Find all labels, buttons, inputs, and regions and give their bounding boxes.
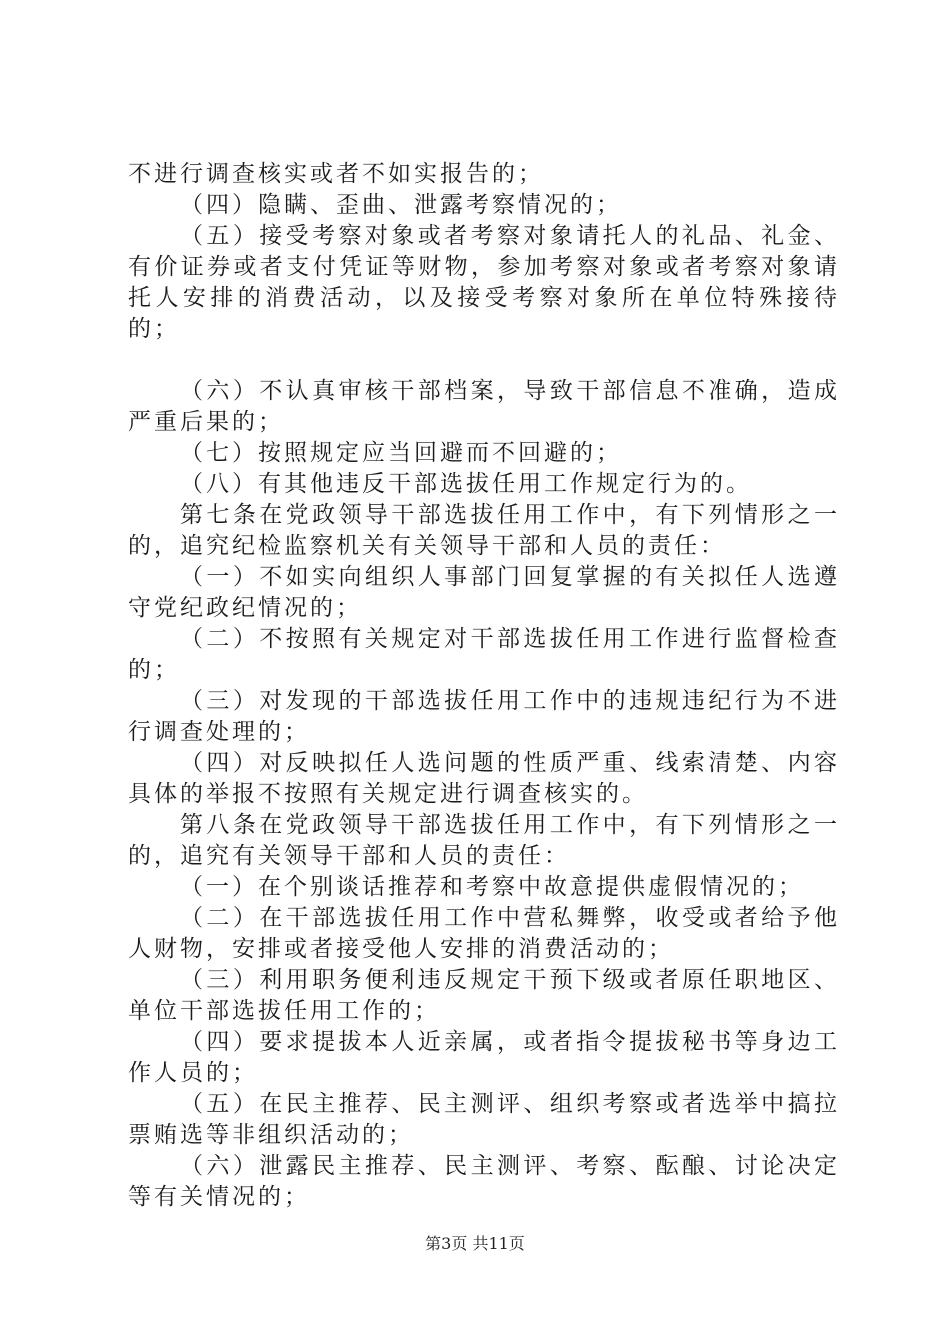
paragraph: （二）在干部选拔任用工作中营私舞弊，收受或者给予他人财物，安排或者接受他人安排的消费活动的； bbox=[128, 905, 840, 962]
paragraph: （四）隐瞒、歪曲、泄露考察情况的； bbox=[180, 192, 622, 218]
paragraph: （六）泄露民主推荐、民主测评、考察、酝酿、讨论决定等有关情况的； bbox=[128, 1153, 840, 1210]
paragraph: 不进行调查核实或者不如实报告的； bbox=[128, 161, 544, 187]
paragraph: （六）不认真审核干部档案，导致干部信息不准确，造成严重后果的； bbox=[128, 378, 840, 435]
paragraph: （八）有其他违反干部选拔任用工作规定行为的。 bbox=[180, 471, 752, 497]
paragraph: （五）接受考察对象或者考察对象请托人的礼品、礼金、有价证券或者支付凭证等财物，参加考察对象或者考察对象请托人安排的消费活动，以及接受考察对象所在单位特殊接待的； bbox=[128, 223, 840, 342]
paragraph: （一）不如实向组织人事部门回复掌握的有关拟任人选遵守党纪政纪情况的； bbox=[128, 564, 840, 621]
page-number-footer: 第3页 共11页 bbox=[425, 1234, 525, 1253]
paragraph: （三）对发现的干部选拔任用工作中的违规违纪行为不进行调查处理的； bbox=[128, 688, 840, 745]
paragraph: 第七条在党政领导干部选拔任用工作中，有下列情形之一的，追究纪检监察机关有关领导干部和人员的责任： bbox=[128, 502, 840, 559]
paragraph: （二）不按照有关规定对干部选拔任用工作进行监督检查的； bbox=[128, 626, 840, 683]
document-body bbox=[128, 159, 840, 1213]
paragraph: （四）要求提拔本人近亲属，或者指令提拔秘书等身边工作人员的； bbox=[128, 1029, 840, 1086]
paragraph: （一）在个别谈话推荐和考察中故意提供虚假情况的； bbox=[180, 874, 804, 900]
paragraph: （五）在民主推荐、民主测评、组织考察或者选举中搞拉票贿选等非组织活动的； bbox=[128, 1091, 840, 1148]
paragraph: （三）利用职务便利违反规定干预下级或者原任职地区、单位干部选拔任用工作的； bbox=[128, 967, 840, 1024]
paragraph: （七）按照规定应当回避而不回避的； bbox=[180, 440, 622, 466]
paragraph: （四）对反映拟任人选问题的性质严重、线索清楚、内容具体的举报不按照有关规定进行调查核实的。 bbox=[128, 750, 840, 807]
paragraph: 第八条在党政领导干部选拔任用工作中，有下列情形之一的，追究有关领导干部和人员的责任： bbox=[128, 812, 840, 869]
